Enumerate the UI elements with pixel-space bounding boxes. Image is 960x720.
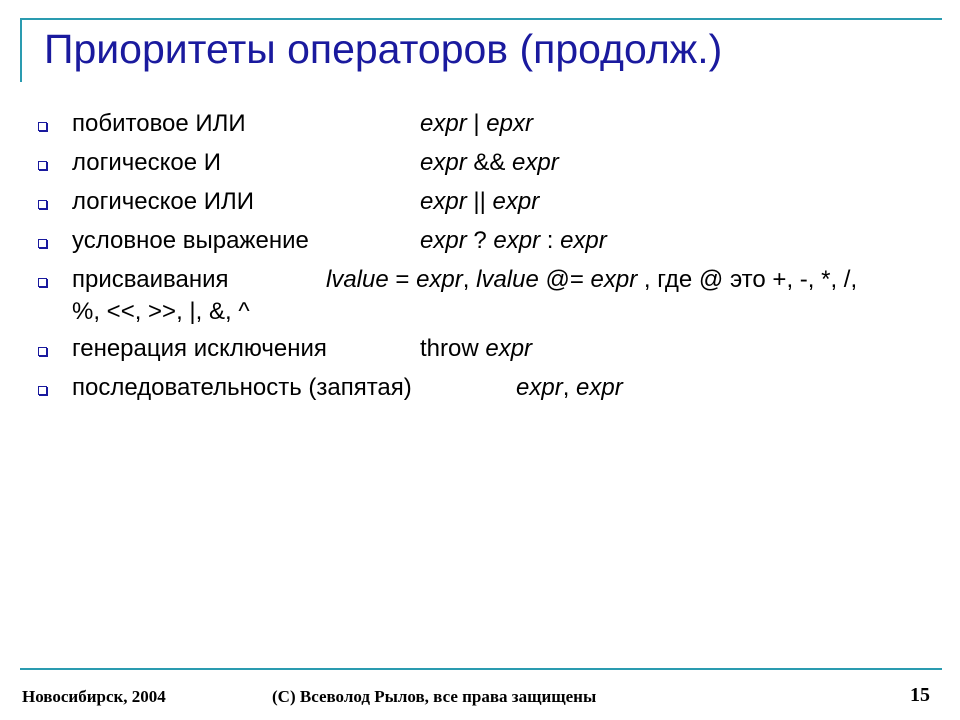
square-bullet-icon <box>38 386 47 395</box>
item-code <box>420 188 539 216</box>
item-code <box>420 110 533 138</box>
list-item <box>0 106 960 145</box>
code-segment: epxr <box>486 110 533 137</box>
item-label: присваивания <box>72 266 229 293</box>
list-item <box>0 223 960 262</box>
code-segment: expr <box>420 227 467 254</box>
frame-top-line <box>20 18 942 20</box>
item-code <box>420 227 607 255</box>
code-segment: expr <box>416 266 463 293</box>
code-segment: | <box>466 110 487 137</box>
code-segment: : <box>540 227 561 254</box>
item-label: условное выражение <box>72 227 309 254</box>
code-segment: , где @ это +, -, *, /, <box>637 266 858 293</box>
item-label: логическое И <box>72 149 222 176</box>
code-segment: throw <box>420 335 486 362</box>
footer-copyright: (C) Всеволод Рылов, все права защищены <box>272 687 597 706</box>
code-segment: expr <box>493 227 541 254</box>
item-code <box>420 335 532 363</box>
list-item <box>0 184 960 223</box>
code-segment: ? <box>466 227 494 254</box>
code-segment: expr <box>420 110 467 137</box>
item-code <box>326 266 857 294</box>
list-item <box>0 145 960 184</box>
square-bullet-icon <box>38 161 47 170</box>
square-bullet-icon <box>38 122 47 131</box>
code-segment: expr <box>420 149 467 176</box>
item-code <box>516 374 623 402</box>
code-segment: , <box>562 374 577 401</box>
footer-city-year: Новосибирск, 2004 <box>22 687 166 706</box>
code-segment: expr <box>560 227 607 254</box>
code-segment: @= <box>538 266 591 293</box>
code-segment: lvalue <box>476 266 539 293</box>
slide-title: Приоритеты операторов (продолж.) <box>44 26 723 72</box>
item-label: побитовое ИЛИ <box>72 110 246 137</box>
bullet-list <box>0 106 960 409</box>
item-label: логическое ИЛИ <box>72 188 255 215</box>
code-segment: expr <box>485 335 533 362</box>
code-segment: expr <box>512 149 559 176</box>
code-segment: && <box>466 149 513 176</box>
item-label: последовательность (запятая) <box>72 374 412 401</box>
square-bullet-icon <box>38 200 47 209</box>
square-bullet-icon <box>38 239 47 248</box>
code-segment: || <box>466 188 493 215</box>
frame-left-line <box>20 18 22 82</box>
code-segment: expr <box>590 266 638 293</box>
list-item <box>0 262 960 331</box>
item-label: генерация исключения <box>72 335 327 362</box>
list-item <box>0 331 960 370</box>
list-item <box>0 370 960 409</box>
item-code <box>420 149 559 177</box>
footer-divider <box>20 668 942 670</box>
code-segment: = <box>388 266 417 293</box>
square-bullet-icon <box>38 347 47 356</box>
code-segment: expr <box>516 374 563 401</box>
code-segment: expr <box>492 188 540 215</box>
code-segment: , <box>462 266 477 293</box>
code-segment: expr <box>576 374 623 401</box>
code-segment: lvalue <box>326 266 389 293</box>
item-code-continuation: %, <<, >>, |, &, ^ <box>72 298 250 325</box>
page-number: 15 <box>910 684 930 706</box>
code-segment: expr <box>420 188 467 215</box>
square-bullet-icon <box>38 278 47 287</box>
